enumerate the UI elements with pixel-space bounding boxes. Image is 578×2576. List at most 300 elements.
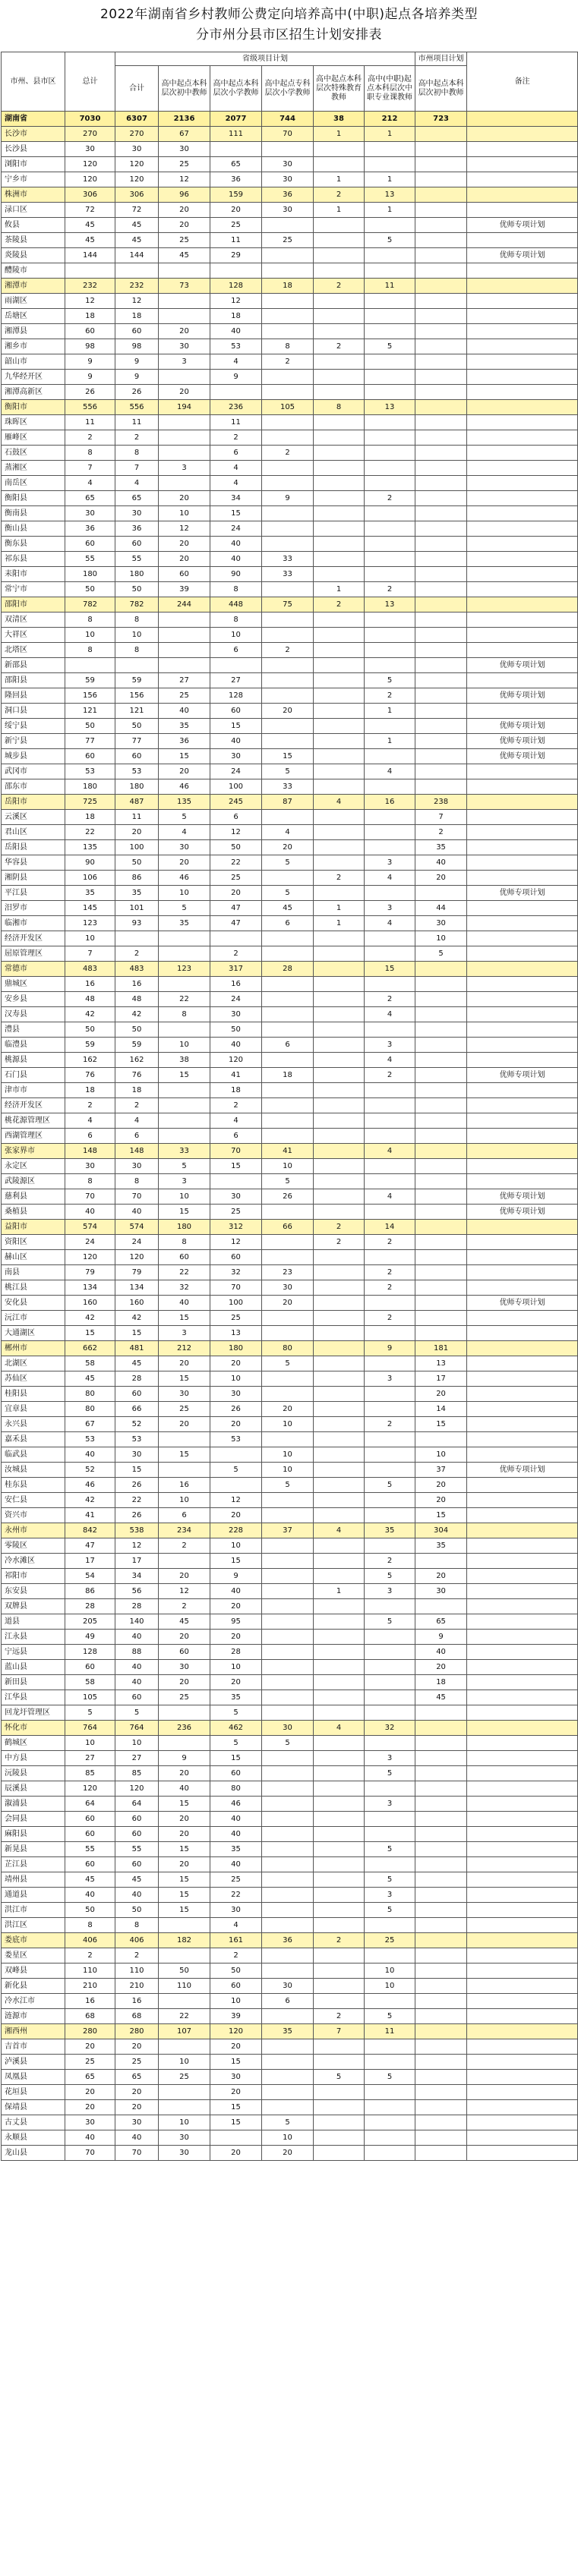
prov-primary-college-cell: 41 xyxy=(262,1144,314,1159)
prov-vocational-cell xyxy=(365,779,415,795)
prov-primary-bachelor-cell: 462 xyxy=(210,1721,262,1736)
city-junior-bachelor-cell xyxy=(415,1994,467,2009)
total-cell: 12 xyxy=(65,294,115,309)
prov-vocational-cell xyxy=(365,2130,415,2146)
total-cell: 144 xyxy=(65,248,115,263)
prov-special-edu-cell xyxy=(314,263,365,279)
total-cell: 2 xyxy=(65,1098,115,1113)
table-row xyxy=(2,567,578,582)
prov-special-edu-cell xyxy=(314,552,365,567)
prov-primary-bachelor-cell: 29 xyxy=(210,248,262,263)
city-subtotal-row xyxy=(2,127,578,142)
prov-vocational-cell xyxy=(365,2146,415,2161)
prov-primary-bachelor-cell: 60 xyxy=(210,704,262,719)
prov-junior-bachelor-cell xyxy=(159,977,210,992)
prov-vocational-cell xyxy=(365,1508,415,1523)
prov-junior-bachelor-cell: 12 xyxy=(159,172,210,187)
prov-special-edu-cell xyxy=(314,1994,365,2009)
prov-junior-bachelor-cell: 60 xyxy=(159,567,210,582)
region-cell: 安化县 xyxy=(2,1296,65,1311)
prov-special-edu-cell xyxy=(314,461,365,476)
prov-primary-bachelor-cell: 11 xyxy=(210,415,262,430)
table-row xyxy=(2,840,578,855)
city-junior-bachelor-cell xyxy=(415,1113,467,1129)
region-cell: 双牌县 xyxy=(2,1599,65,1614)
total-cell: 10 xyxy=(65,628,115,643)
region-cell: 常宁市 xyxy=(2,582,65,597)
city-junior-bachelor-cell xyxy=(415,1022,467,1038)
table-row xyxy=(2,825,578,840)
prov-junior-bachelor-cell: 35 xyxy=(159,719,210,734)
prov-primary-college-cell: 25 xyxy=(262,233,314,248)
prov-primary-bachelor-cell: 111 xyxy=(210,127,262,142)
prov-primary-bachelor-cell: 12 xyxy=(210,294,262,309)
prov-primary-college-cell: 35 xyxy=(262,2024,314,2039)
prov-primary-college-cell: 5 xyxy=(262,1356,314,1371)
prov-primary-college-cell xyxy=(262,719,314,734)
prov-special-edu-cell xyxy=(314,779,365,795)
table-row xyxy=(2,916,578,931)
region-cell: 新邵县 xyxy=(2,658,65,673)
total-cell: 22 xyxy=(65,825,115,840)
prov-special-edu-cell xyxy=(314,1872,365,1888)
region-cell: 长沙市 xyxy=(2,127,65,142)
prov-primary-bachelor-cell: 15 xyxy=(210,1554,262,1569)
prov-primary-bachelor-cell xyxy=(210,1174,262,1189)
table-row xyxy=(2,2146,578,2161)
region-cell: 汨罗市 xyxy=(2,901,65,916)
prov-junior-bachelor-cell xyxy=(159,1994,210,2009)
header-total: 总计 xyxy=(65,52,115,112)
total-cell: 18 xyxy=(65,309,115,324)
prov-vocational-cell xyxy=(365,946,415,962)
table-row xyxy=(2,1766,578,1781)
subtotal-cell: 64 xyxy=(115,1797,159,1812)
region-cell: 澧县 xyxy=(2,1022,65,1038)
prov-primary-college-cell xyxy=(262,1007,314,1022)
table-row xyxy=(2,871,578,886)
prov-vocational-cell xyxy=(365,1022,415,1038)
city-junior-bachelor-cell xyxy=(415,1963,467,1979)
prov-primary-bachelor-cell: 30 xyxy=(210,1189,262,1205)
prov-special-edu-cell: 7 xyxy=(314,2024,365,2039)
prov-junior-bachelor-cell: 15 xyxy=(159,1068,210,1083)
prov-primary-bachelor-cell xyxy=(210,931,262,946)
note-cell xyxy=(467,339,578,354)
prov-vocational-cell: 10 xyxy=(365,1979,415,1994)
total-cell: 30 xyxy=(65,506,115,521)
note-cell xyxy=(467,1311,578,1326)
total-cell: 842 xyxy=(65,1523,115,1538)
table-row xyxy=(2,506,578,521)
note-cell xyxy=(467,2115,578,2130)
prov-special-edu-cell xyxy=(314,931,365,946)
prov-special-edu-cell xyxy=(314,1766,365,1781)
prov-special-edu-cell: 1 xyxy=(314,901,365,916)
total-cell: 65 xyxy=(65,491,115,506)
region-cell: 云溪区 xyxy=(2,810,65,825)
prov-vocational-cell: 2 xyxy=(365,992,415,1007)
city-junior-bachelor-cell xyxy=(415,521,467,537)
prov-special-edu-cell xyxy=(314,1053,365,1068)
prov-primary-bachelor-cell: 25 xyxy=(210,1311,262,1326)
subtotal-cell: 56 xyxy=(115,1584,159,1599)
prov-special-edu-cell: 5 xyxy=(314,2070,365,2085)
prov-primary-college-cell xyxy=(262,1857,314,1872)
prov-special-edu-cell xyxy=(314,1205,365,1220)
prov-primary-bachelor-cell: 47 xyxy=(210,901,262,916)
city-junior-bachelor-cell xyxy=(415,1083,467,1098)
prov-primary-college-cell xyxy=(262,506,314,521)
region-cell: 湘阴县 xyxy=(2,871,65,886)
prov-vocational-cell: 5 xyxy=(365,1842,415,1857)
city-junior-bachelor-cell xyxy=(415,688,467,704)
table-row xyxy=(2,749,578,764)
table-row xyxy=(2,1022,578,1038)
prov-primary-college-cell: 105 xyxy=(262,400,314,415)
prov-primary-college-cell: 744 xyxy=(262,112,314,127)
prov-vocational-cell xyxy=(365,1827,415,1842)
subtotal-cell: 11 xyxy=(115,415,159,430)
prov-special-edu-cell xyxy=(314,946,365,962)
city-junior-bachelor-cell xyxy=(415,1326,467,1341)
total-cell: 35 xyxy=(65,886,115,901)
note-cell xyxy=(467,1144,578,1159)
prov-primary-college-cell: 36 xyxy=(262,1933,314,1948)
region-cell: 君山区 xyxy=(2,825,65,840)
total-cell: 7030 xyxy=(65,112,115,127)
prov-primary-college-cell xyxy=(262,1660,314,1675)
table-row xyxy=(2,673,578,688)
total-cell: 90 xyxy=(65,855,115,871)
note-cell xyxy=(467,1675,578,1690)
prov-primary-college-cell: 5 xyxy=(262,886,314,901)
table-row xyxy=(2,1508,578,1523)
subtotal-cell: 50 xyxy=(115,719,159,734)
prov-junior-bachelor-cell xyxy=(159,946,210,962)
prov-primary-college-cell: 10 xyxy=(262,1447,314,1463)
prov-special-edu-cell xyxy=(314,324,365,339)
region-cell: 湘潭市 xyxy=(2,279,65,294)
prov-junior-bachelor-cell: 30 xyxy=(159,2130,210,2146)
total-cell: 270 xyxy=(65,127,115,142)
region-cell: 宁乡市 xyxy=(2,172,65,187)
prov-primary-college-cell xyxy=(262,309,314,324)
note-cell xyxy=(467,1857,578,1872)
prov-primary-college-cell xyxy=(262,521,314,537)
note-cell xyxy=(467,324,578,339)
prov-primary-college-cell: 5 xyxy=(262,1478,314,1493)
note-cell xyxy=(467,931,578,946)
prov-primary-college-cell: 5 xyxy=(262,764,314,779)
subtotal-cell: 86 xyxy=(115,871,159,886)
table-row xyxy=(2,1690,578,1705)
total-cell: 60 xyxy=(65,537,115,552)
region-cell: 桃花源管理区 xyxy=(2,1113,65,1129)
table-row xyxy=(2,1660,578,1675)
subtotal-cell: 59 xyxy=(115,673,159,688)
prov-special-edu-cell xyxy=(314,506,365,521)
total-cell: 11 xyxy=(65,415,115,430)
prov-vocational-cell xyxy=(365,931,415,946)
city-junior-bachelor-cell xyxy=(415,218,467,233)
region-cell: 醴陵市 xyxy=(2,263,65,279)
total-cell: 58 xyxy=(65,1356,115,1371)
prov-vocational-cell xyxy=(365,658,415,673)
prov-vocational-cell xyxy=(365,385,415,400)
total-cell: 210 xyxy=(65,1979,115,1994)
table-row xyxy=(2,1645,578,1660)
table-row xyxy=(2,491,578,506)
city-subtotal-row xyxy=(2,1933,578,1948)
prov-primary-college-cell xyxy=(262,1614,314,1630)
note-cell xyxy=(467,1129,578,1144)
subtotal-cell: 8 xyxy=(115,1174,159,1189)
note-cell xyxy=(467,157,578,172)
total-cell: 70 xyxy=(65,2146,115,2161)
prov-special-edu-cell xyxy=(314,1705,365,1721)
total-cell: 25 xyxy=(65,2055,115,2070)
table-row xyxy=(2,2130,578,2146)
table-row xyxy=(2,1038,578,1053)
table-row xyxy=(2,1842,578,1857)
prov-vocational-cell: 3 xyxy=(365,1888,415,1903)
note-cell xyxy=(467,354,578,370)
note-cell xyxy=(467,901,578,916)
prov-vocational-cell: 3 xyxy=(365,1038,415,1053)
subtotal-cell: 45 xyxy=(115,1356,159,1371)
prov-primary-bachelor-cell: 20 xyxy=(210,1417,262,1432)
prov-primary-bachelor-cell: 2077 xyxy=(210,112,262,127)
prov-junior-bachelor-cell: 2 xyxy=(159,1599,210,1614)
prov-junior-bachelor-cell: 12 xyxy=(159,1584,210,1599)
note-cell: 优师专项计划 xyxy=(467,658,578,673)
prov-primary-bachelor-cell: 161 xyxy=(210,1933,262,1948)
subtotal-cell: 20 xyxy=(115,2039,159,2055)
prov-vocational-cell xyxy=(365,354,415,370)
prov-primary-college-cell xyxy=(262,2085,314,2100)
city-junior-bachelor-cell xyxy=(415,1948,467,1963)
table-row xyxy=(2,263,578,279)
prov-special-edu-cell xyxy=(314,1265,365,1280)
note-cell xyxy=(467,1645,578,1660)
prov-primary-bachelor-cell: 4 xyxy=(210,461,262,476)
city-junior-bachelor-cell xyxy=(415,203,467,218)
region-cell: 怀化市 xyxy=(2,1721,65,1736)
region-cell: 雨湖区 xyxy=(2,294,65,309)
region-cell: 岳阳县 xyxy=(2,840,65,855)
prov-special-edu-cell xyxy=(314,1493,365,1508)
prov-primary-college-cell: 30 xyxy=(262,1979,314,1994)
prov-special-edu-cell xyxy=(314,1159,365,1174)
prov-primary-college-cell xyxy=(262,1766,314,1781)
total-cell: 45 xyxy=(65,1371,115,1387)
table-row xyxy=(2,658,578,673)
prov-junior-bachelor-cell: 123 xyxy=(159,962,210,977)
prov-primary-bachelor-cell: 60 xyxy=(210,1766,262,1781)
prov-vocational-cell: 13 xyxy=(365,400,415,415)
city-junior-bachelor-cell: 20 xyxy=(415,1478,467,1493)
prov-vocational-cell: 4 xyxy=(365,1189,415,1205)
prov-vocational-cell xyxy=(365,263,415,279)
total-cell: 662 xyxy=(65,1341,115,1356)
prov-vocational-cell: 4 xyxy=(365,764,415,779)
region-cell: 平江县 xyxy=(2,886,65,901)
prov-primary-college-cell xyxy=(262,1812,314,1827)
city-junior-bachelor-cell xyxy=(415,1068,467,1083)
subtotal-cell: 18 xyxy=(115,1083,159,1098)
prov-primary-bachelor-cell: 20 xyxy=(210,2146,262,2161)
table-row xyxy=(2,415,578,430)
prov-primary-college-cell: 33 xyxy=(262,552,314,567)
table-row xyxy=(2,461,578,476)
prov-junior-bachelor-cell: 3 xyxy=(159,354,210,370)
note-cell xyxy=(467,916,578,931)
prov-junior-bachelor-cell xyxy=(159,1098,210,1113)
prov-junior-bachelor-cell: 15 xyxy=(159,1447,210,1463)
total-cell: 45 xyxy=(65,233,115,248)
subtotal-cell: 45 xyxy=(115,1872,159,1888)
total-cell: 50 xyxy=(65,582,115,597)
prov-special-edu-cell xyxy=(314,1827,365,1842)
region-cell: 祁阳市 xyxy=(2,1569,65,1584)
header-prov-junior-bachelor: 高中起点本科层次初中教师 xyxy=(159,66,210,112)
prov-special-edu-cell xyxy=(314,1447,365,1463)
prov-primary-college-cell: 2 xyxy=(262,354,314,370)
prov-junior-bachelor-cell: 15 xyxy=(159,1371,210,1387)
table-row xyxy=(2,339,578,354)
note-cell xyxy=(467,1098,578,1113)
city-junior-bachelor-cell: 7 xyxy=(415,810,467,825)
subtotal-cell: 27 xyxy=(115,1751,159,1766)
note-cell: 优师专项计划 xyxy=(467,1068,578,1083)
total-cell: 160 xyxy=(65,1296,115,1311)
prov-primary-college-cell xyxy=(262,415,314,430)
subtotal-cell: 2 xyxy=(115,430,159,446)
total-cell: 156 xyxy=(65,688,115,704)
total-cell: 16 xyxy=(65,977,115,992)
table-row xyxy=(2,643,578,658)
prov-vocational-cell: 9 xyxy=(365,1341,415,1356)
prov-primary-college-cell xyxy=(262,1129,314,1144)
total-cell: 58 xyxy=(65,1675,115,1690)
prov-junior-bachelor-cell: 20 xyxy=(159,537,210,552)
prov-junior-bachelor-cell: 46 xyxy=(159,779,210,795)
prov-primary-college-cell xyxy=(262,1675,314,1690)
prov-junior-bachelor-cell: 8 xyxy=(159,1235,210,1250)
note-cell xyxy=(467,1569,578,1584)
subtotal-cell: 110 xyxy=(115,1963,159,1979)
table-row xyxy=(2,1599,578,1614)
city-junior-bachelor-cell: 30 xyxy=(415,916,467,931)
prov-special-edu-cell: 2 xyxy=(314,1220,365,1235)
prov-special-edu-cell xyxy=(314,415,365,430)
region-cell: 永州市 xyxy=(2,1523,65,1538)
prov-special-edu-cell xyxy=(314,1888,365,1903)
prov-primary-college-cell: 5 xyxy=(262,1736,314,1751)
region-cell: 九华经开区 xyxy=(2,370,65,385)
prov-junior-bachelor-cell: 10 xyxy=(159,2055,210,2070)
table-row xyxy=(2,1371,578,1387)
city-junior-bachelor-cell: 20 xyxy=(415,1660,467,1675)
prov-primary-bachelor-cell xyxy=(210,142,262,157)
prov-special-edu-cell xyxy=(314,521,365,537)
prov-special-edu-cell: 1 xyxy=(314,916,365,931)
subtotal-cell: 88 xyxy=(115,1645,159,1660)
prov-junior-bachelor-cell: 30 xyxy=(159,1660,210,1675)
note-cell xyxy=(467,1053,578,1068)
total-cell: 54 xyxy=(65,1569,115,1584)
prov-vocational-cell xyxy=(365,2039,415,2055)
region-cell: 渌口区 xyxy=(2,203,65,218)
region-cell: 江永县 xyxy=(2,1630,65,1645)
table-body xyxy=(2,112,578,2161)
prov-vocational-cell: 14 xyxy=(365,1220,415,1235)
prov-junior-bachelor-cell xyxy=(159,294,210,309)
city-subtotal-row xyxy=(2,795,578,810)
prov-special-edu-cell xyxy=(314,1250,365,1265)
prov-special-edu-cell: 1 xyxy=(314,203,365,218)
region-cell: 安乡县 xyxy=(2,992,65,1007)
prov-primary-bachelor-cell: 4 xyxy=(210,1918,262,1933)
subtotal-cell: 65 xyxy=(115,2070,159,2085)
prov-primary-college-cell: 10 xyxy=(262,1159,314,1174)
prov-special-edu-cell xyxy=(314,1554,365,1569)
note-cell xyxy=(467,127,578,142)
city-junior-bachelor-cell xyxy=(415,415,467,430)
prov-special-edu-cell xyxy=(314,886,365,901)
total-cell: 782 xyxy=(65,597,115,613)
prov-vocational-cell xyxy=(365,552,415,567)
note-cell xyxy=(467,825,578,840)
note-cell xyxy=(467,1842,578,1857)
subtotal-cell: 556 xyxy=(115,400,159,415)
prov-primary-bachelor-cell: 100 xyxy=(210,779,262,795)
subtotal-cell: 55 xyxy=(115,552,159,567)
prov-junior-bachelor-cell: 30 xyxy=(159,2146,210,2161)
region-cell: 沅陵县 xyxy=(2,1766,65,1781)
total-cell: 79 xyxy=(65,1265,115,1280)
table-row xyxy=(2,1493,578,1508)
prov-junior-bachelor-cell: 20 xyxy=(159,385,210,400)
prov-primary-college-cell xyxy=(262,977,314,992)
prov-special-edu-cell xyxy=(314,2085,365,2100)
prov-special-edu-cell xyxy=(314,1402,365,1417)
region-cell: 芷江县 xyxy=(2,1857,65,1872)
prov-primary-bachelor-cell: 47 xyxy=(210,916,262,931)
prov-vocational-cell xyxy=(365,537,415,552)
prov-primary-college-cell xyxy=(262,430,314,446)
note-cell xyxy=(467,1038,578,1053)
region-cell: 临武县 xyxy=(2,1447,65,1463)
table-row xyxy=(2,628,578,643)
subtotal-cell: 12 xyxy=(115,1538,159,1554)
note-cell xyxy=(467,582,578,597)
city-junior-bachelor-cell xyxy=(415,1296,467,1311)
note-cell xyxy=(467,461,578,476)
prov-primary-college-cell xyxy=(262,1235,314,1250)
note-cell xyxy=(467,2070,578,2085)
table-row xyxy=(2,1098,578,1113)
prov-vocational-cell xyxy=(365,1129,415,1144)
subtotal-cell: 60 xyxy=(115,1857,159,1872)
city-junior-bachelor-cell xyxy=(415,1129,467,1144)
prov-vocational-cell: 3 xyxy=(365,1371,415,1387)
prov-junior-bachelor-cell: 110 xyxy=(159,1979,210,1994)
prov-vocational-cell xyxy=(365,1645,415,1660)
table-row xyxy=(2,613,578,628)
note-cell xyxy=(467,385,578,400)
